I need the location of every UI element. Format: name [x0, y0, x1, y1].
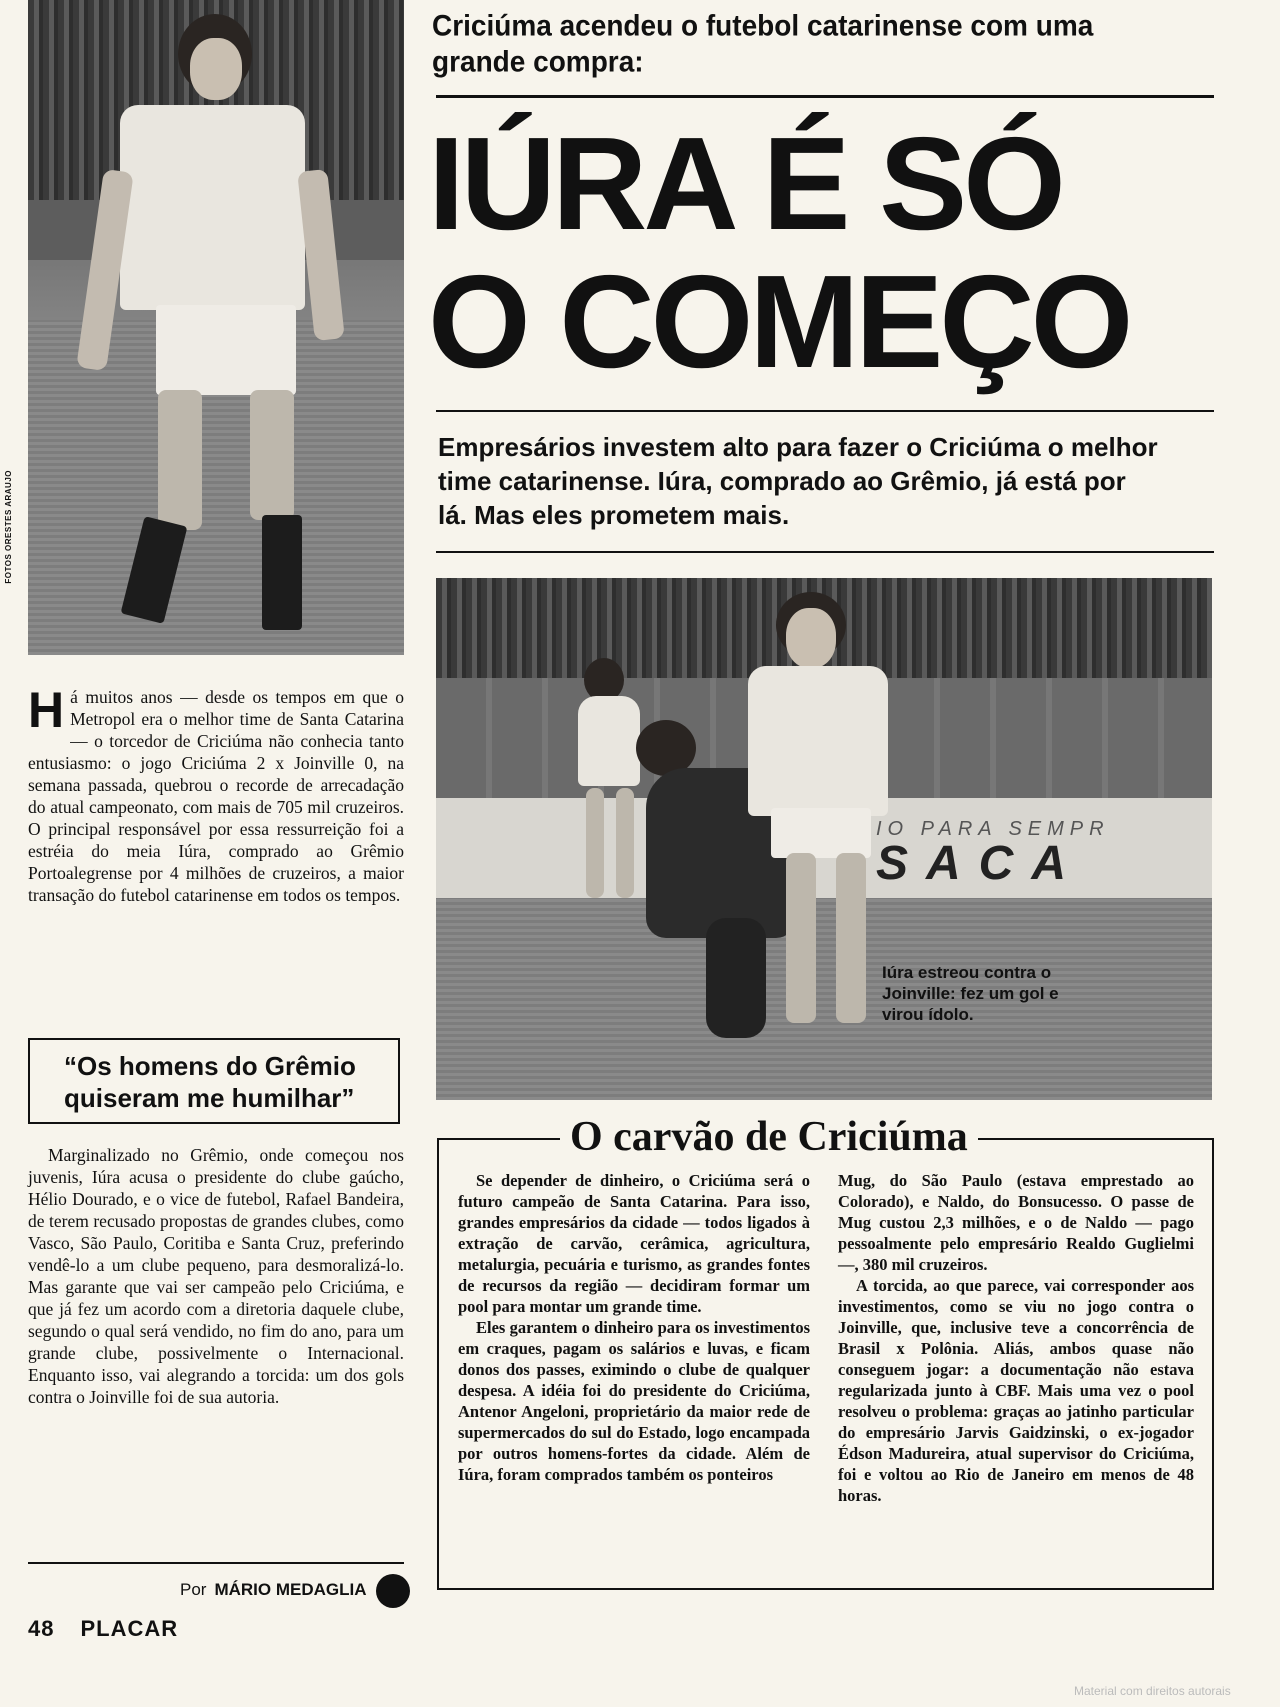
sidebar-col2-paragraph-2: A torcida, ao que parece, vai corresponder aos investimentos, como se viu no jogo contra o Joinville, que, inclusive teve a concorrência de Brasil x Polônia. Aliás, ambos quase não conseguem jogar: a documentação não estava regularizada junto à CBF. Mais uma vez o pool resolveu o problema: graças ao jatinho particular do empresário Jarvis Gaidzinski, o ex-jogador Édson Madureira, atual supervisor do Criciúma, foi e voltou ao Rio de Janeiro em menos de 48 horas. — [838, 1276, 1194, 1505]
sidebar-col2-paragraph-1: Mug, do São Paulo (estava emprestado ao Colorado), e Naldo, do Bonsucesso. O passe de Mug custou 2,3 milhões, e o de Naldo — pago pessoalmente pelo empresário Realdo Guglielmi —, 380 mil cruzeiros. — [838, 1171, 1194, 1274]
player-portrait-photo — [28, 0, 404, 655]
banner-main-text: SACA — [876, 837, 1085, 890]
end-mark-dot-icon — [376, 1574, 410, 1608]
photo-caption: Iúra estreou contra o Joinville: fez um gol e virou ídolo. — [882, 963, 1059, 1024]
banner-top-text: IO PARA SEMPR — [876, 818, 1110, 840]
sidebar-title: O carvão de Criciúma — [560, 1110, 978, 1164]
intro-paragraph — [28, 682, 404, 906]
byline — [180, 1580, 367, 1600]
dropcap: H — [28, 682, 65, 738]
intro-text: á muitos anos — desde os tempos em que o Metropol era o melhor time de Santa Catarina — o torcedor de Criciúma não conhecia tanto entusiasmo: o jogo Criciúma 2 x Joinville 0, na semana passada, quebrou o recorde de arrecadação do atual campeonato, com mais de 705 mil cruzeiros. O principal responsável por essa ressurreição foi a estréia do meia Iúra, comprado ao Grêmio Portoalegrense por 4 milhões de cruzeiros, a maior transação do futebol catarinense em todos os tempos. — [28, 687, 404, 905]
left-body-paragraph: Marginalizado no Grêmio, onde começou nos juvenis, Iúra acusa o presidente do clube gaúcho, Hélio Dourado, e o vice de futebol, Rafael Bandeira, de terem recusado propostas de grandes clubes, como Vasco, São Paulo, Coritiba e Santa Cruz, preferindo vendê-lo a um clube pequeno, para desmoralizá-lo. Mas garante que vai ser campeão pelo Criciúma, e que já fez um acordo com a diretoria daquele clube, segundo o qual será vendido, no fim do ano, para um grande clube, possivelmente o Internacional. Enquanto isso, vai alegrando a torcida: um dos gols contra o Joinville foi de sua autoria. — [28, 1145, 404, 1407]
kicker: Criciúma acendeu o futebol catarinense com uma grande compra: — [432, 9, 1094, 78]
watermark: Material com direitos autorais — [1074, 1684, 1231, 1698]
page-footer — [28, 1616, 178, 1642]
magazine-name: PLACAR — [80, 1616, 179, 1641]
byline-prefix: Por — [180, 1580, 207, 1599]
page-number: 48 — [28, 1616, 55, 1641]
photo-credit: FOTOS ORESTES ARAUJO — [4, 470, 13, 584]
sidebar-col1-paragraph-2: Eles garantem o dinheiro para os investimentos em craques, pagam os salários e luvas, e ficam donos dos passes, eximindo o clube de qualquer despesa. A idéia foi do presidente do Criciúma, Antenor Angeloni, proprietário da maior rede de supermercados do sul do Estado, logo encampada por outros homens-fortes da cidade. Além de Iúra, foram comprados também os ponteiros — [458, 1318, 810, 1484]
pull-quote: “Os homens do Grêmio quiseram me humilhar” — [28, 1038, 400, 1124]
sidebar-col-1 — [458, 1170, 810, 1485]
match-photo — [436, 578, 1212, 1100]
sidebar-col1-paragraph-1: Se depender de dinheiro, o Criciúma será o futuro campeão de Santa Catarina. Para isso, grandes empresários da cidade — todos ligados à extração de carvão, cerâmica, agricultura, metalurgia, pecuária e turismo, as grandes fontes de recursos da região — decidiram formar um pool para montar um grande time. — [458, 1171, 810, 1316]
headline-line-1: IÚRA É SÓ — [428, 110, 1062, 257]
left-body — [28, 1144, 404, 1408]
headline-line-2: O COMEÇO — [428, 248, 1130, 395]
sidebar-col-2 — [838, 1170, 1194, 1506]
byline-author: MÁRIO MEDAGLIA — [214, 1580, 367, 1599]
deck: Empresários investem alto para fazer o Criciúma o melhor time catarinense. Iúra, comprado ao Grêmio, já está por lá. Mas eles prometem mais. — [438, 432, 1158, 530]
